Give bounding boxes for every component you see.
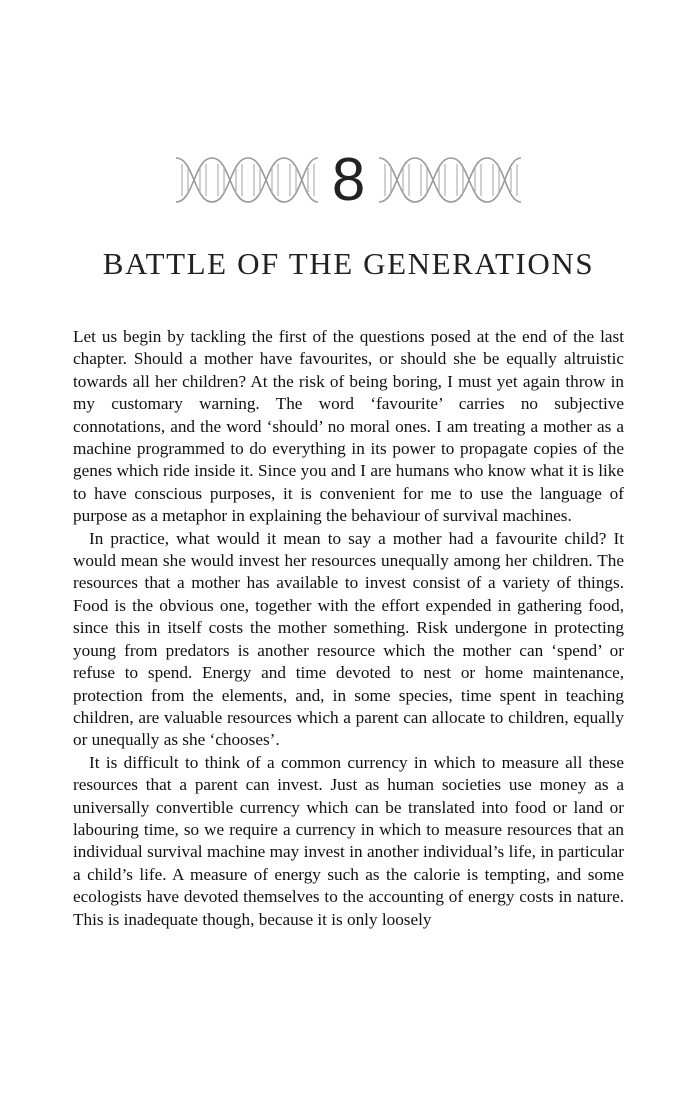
paragraph: In practice, what would it mean to say a mother had a favourite child? It would mean she would invest her resources unequally among her children. The resources that a mother has available to invest consist of a variety of things. Food is the obvious one, together with the effort expended in gathering food, since this in itself costs the mother something. Risk undergone in protecting young from predators is another resource which the mother can ‘spend’ or refuse to spend. Energy and time devoted to nest or home maintenance, protection from the elements, and, in some species, time spent in teaching children, are valuable resources which a parent can allocate to children, equally or unequally as she ‘chooses’.	[73, 528, 624, 750]
dna-helix-icon	[375, 150, 525, 210]
chapter-heading	[0, 140, 697, 220]
dna-helix-icon	[172, 150, 322, 210]
paragraph: It is difficult to think of a common currency in which to measure all these resources that a parent can invest. Just as human societies use money as a universally convertible currency which can be translated into food or land or labouring time, so we require a currency in which to measure resources that an individual survival machine may invest in another individual’s life, in particular a child’s life. A measure of energy such as the calorie is tempting, and some ecologists have devoted themselves to the accounting of energy costs in nature. This is inadequate though, because it is only loosely	[73, 752, 624, 929]
paragraph: Let us begin by tackling the first of the questions posed at the end of the last chapter. Should a mother have favourites, or should she be equally altruistic towards all her children? At the risk of being boring, I must yet again throw in my customary warning. The word ‘favourite’ carries no subjective connotations, and the word ‘should’ no moral ones. I am treating a mother as a machine programmed to do everything in its power to propagate copies of the genes which ride inside it. Since you and I are humans who know what it is like to have conscious purposes, it is convenient for me to use the language of purpose as a metaphor in explaining the behaviour of survival machines.	[73, 327, 624, 526]
chapter-title: BATTLE OF THE GENERATIONS	[102, 246, 595, 281]
chapter-body	[73, 326, 624, 931]
chapter-number: 8	[331, 146, 366, 213]
